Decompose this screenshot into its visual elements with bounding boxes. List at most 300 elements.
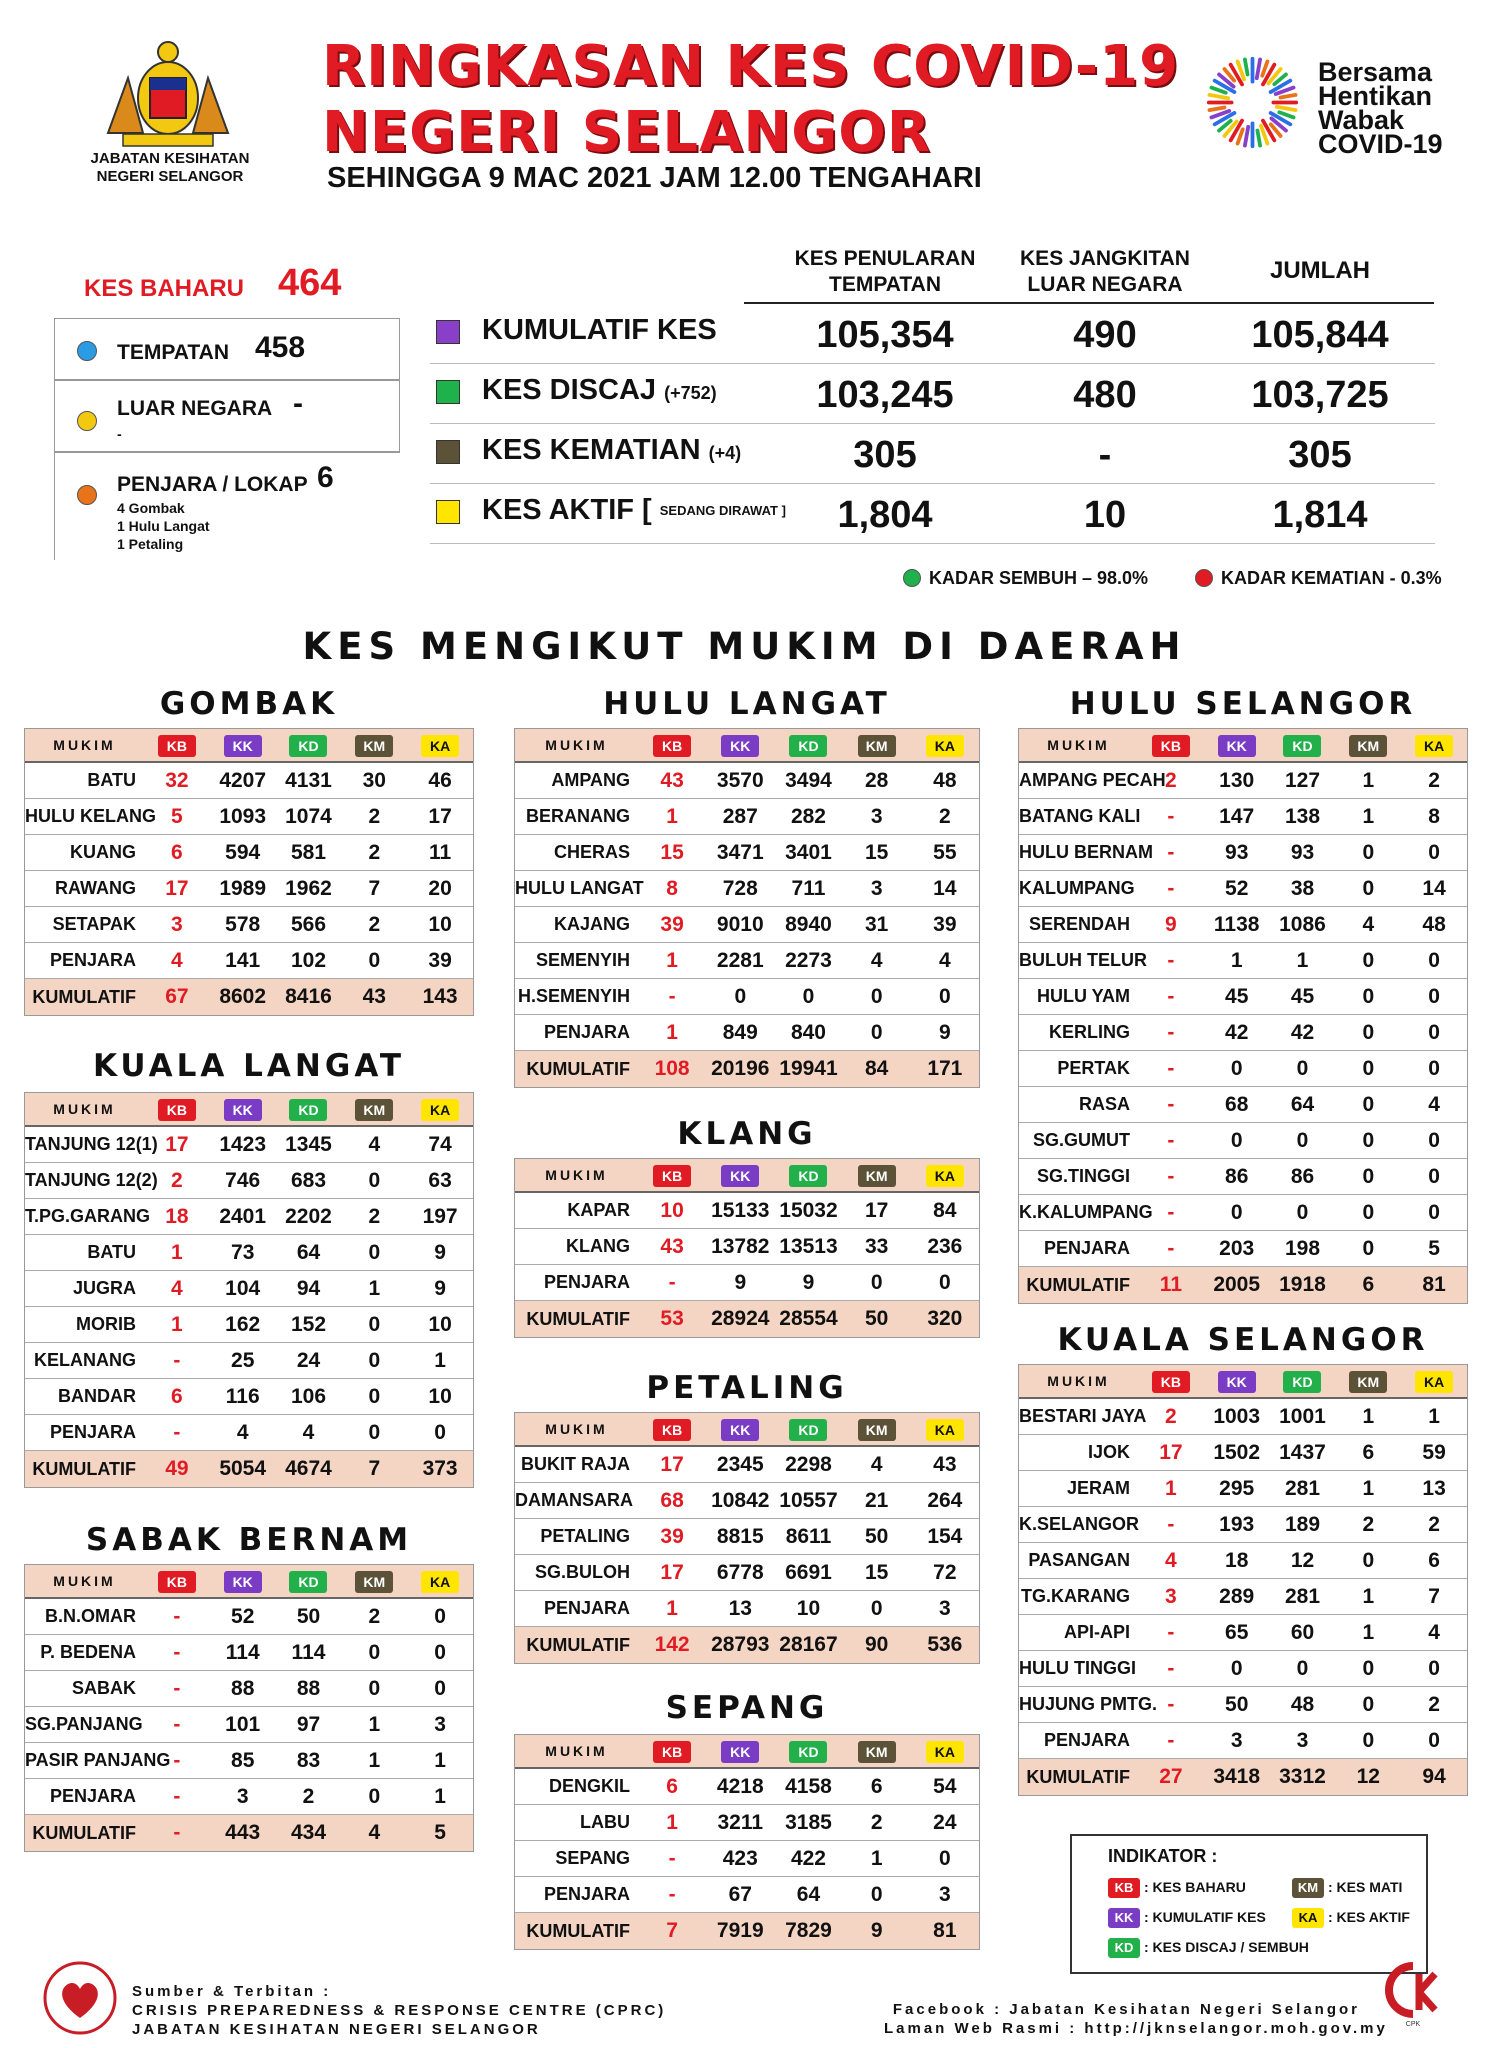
cell-ka: 10 bbox=[428, 912, 452, 936]
cell-ka: 0 bbox=[434, 1420, 446, 1444]
table-total-row bbox=[515, 1051, 979, 1087]
column-header-kd bbox=[774, 733, 842, 757]
mukim-name: PENJARA bbox=[49, 950, 136, 970]
table-row bbox=[1019, 943, 1467, 979]
cell-km: 2 bbox=[368, 1604, 381, 1628]
facebook-link[interactable]: Facebook : Jabatan Kesihatan Negeri Selangor bbox=[892, 2001, 1360, 2018]
table-row bbox=[515, 799, 979, 835]
mukim-name: BATU bbox=[87, 770, 136, 790]
cell-kb: - bbox=[1167, 1020, 1175, 1044]
cell-kd: 86 bbox=[1290, 1164, 1315, 1188]
cell-km: 7 bbox=[368, 876, 381, 900]
cell-kd: 64 bbox=[1290, 1092, 1315, 1116]
total-label: KUMULATIF bbox=[32, 1458, 136, 1479]
cell-ka: 0 bbox=[1428, 1056, 1440, 1080]
cell-kb: - bbox=[1167, 1164, 1175, 1188]
cell-ka: 0 bbox=[939, 984, 951, 1008]
summary-label-note: (+4) bbox=[708, 443, 742, 463]
col-header-imported-line1: KES JANGKITAN bbox=[1020, 247, 1190, 270]
cell-kd: 45 bbox=[1290, 984, 1315, 1008]
cell-kd: 102 bbox=[290, 948, 327, 972]
green-square-icon bbox=[436, 380, 460, 404]
cell-kk: 4218 bbox=[716, 1774, 764, 1798]
table-row bbox=[515, 1805, 979, 1841]
table-header-row bbox=[515, 1159, 979, 1193]
kk-chip: KK bbox=[721, 1419, 759, 1441]
column-header-kk bbox=[706, 1739, 774, 1763]
table-row bbox=[25, 1779, 473, 1815]
total-label: KUMULATIF bbox=[1026, 1766, 1130, 1787]
cell-km: 30 bbox=[362, 768, 386, 792]
mukim-name: P. BEDENA bbox=[40, 1642, 136, 1662]
cell-km: 2 bbox=[1362, 1512, 1375, 1536]
cell-km: 0 bbox=[368, 1312, 381, 1336]
cell-kb: 142 bbox=[654, 1633, 690, 1656]
death-rate bbox=[1195, 568, 1442, 589]
cell-ka: 5 bbox=[434, 1821, 446, 1844]
summary-row-active bbox=[430, 484, 1435, 544]
cell-kb: 1 bbox=[666, 1020, 678, 1044]
table-row bbox=[1019, 799, 1467, 835]
cell-ka: 320 bbox=[927, 1307, 963, 1330]
table-header-row bbox=[1019, 1365, 1467, 1399]
cell-kd: 2202 bbox=[285, 1204, 332, 1228]
cell-ka: 1 bbox=[434, 1748, 446, 1772]
table-row bbox=[25, 907, 473, 943]
cell-kb: 1 bbox=[666, 1596, 678, 1620]
col-header-imported bbox=[1000, 246, 1210, 298]
table-row bbox=[515, 979, 979, 1015]
cell-kk: 1 bbox=[1230, 948, 1243, 972]
table-row bbox=[1019, 1471, 1467, 1507]
legend-text: : KES MATI bbox=[1328, 1879, 1403, 1895]
col-header-total-line1: JUMLAH bbox=[1270, 257, 1370, 284]
burst-ray bbox=[1279, 112, 1293, 117]
table-row bbox=[515, 835, 979, 871]
cell-kd: 8416 bbox=[285, 985, 332, 1008]
cell-kk: 13782 bbox=[711, 1234, 770, 1258]
red-dot-icon bbox=[1195, 569, 1213, 587]
cell-kd: 8611 bbox=[785, 1524, 832, 1548]
cell-kd: 138 bbox=[1284, 804, 1321, 828]
kd-chip: KD bbox=[789, 1741, 827, 1763]
cell-ka: 0 bbox=[1428, 1656, 1440, 1680]
cell-kb: - bbox=[1167, 1128, 1175, 1152]
cell-km: 0 bbox=[368, 948, 381, 972]
cell-ka: 84 bbox=[933, 1198, 957, 1222]
table-row bbox=[1019, 1543, 1467, 1579]
district-title-klang: KLANG bbox=[677, 1116, 817, 1152]
column-header-km bbox=[843, 733, 911, 757]
cell-ka: 81 bbox=[933, 1919, 957, 1942]
kk-chip: KK bbox=[721, 735, 759, 757]
table-row bbox=[515, 1877, 979, 1913]
cell-kd: 281 bbox=[1284, 1476, 1321, 1500]
table-total-row bbox=[515, 1913, 979, 1949]
cell-kk: 101 bbox=[225, 1712, 261, 1736]
legend-text: : KES AKTIF bbox=[1328, 1909, 1410, 1925]
cell-kk: 578 bbox=[225, 912, 261, 936]
cell-km: 1 bbox=[368, 1276, 381, 1300]
cell-km: 0 bbox=[368, 1676, 381, 1700]
source-line3: JABATAN KESIHATAN NEGERI SELANGOR bbox=[132, 2021, 541, 2038]
table-total-row bbox=[25, 1815, 473, 1851]
cell-km: 0 bbox=[368, 1640, 381, 1664]
table-row bbox=[25, 1235, 473, 1271]
cell-kb: - bbox=[1167, 948, 1175, 972]
cell-ka: 20 bbox=[428, 876, 452, 900]
cell-ka: 39 bbox=[933, 912, 957, 936]
cell-kb: - bbox=[1167, 1728, 1175, 1752]
cell-kk: 65 bbox=[1225, 1620, 1249, 1644]
cell-kk: 116 bbox=[225, 1384, 260, 1408]
column-header-kb bbox=[638, 733, 706, 757]
cell-km: 50 bbox=[864, 1307, 889, 1330]
cell-kk: 50 bbox=[1225, 1692, 1249, 1716]
cell-kb: 6 bbox=[171, 1384, 183, 1408]
cell-km: 1 bbox=[1362, 1584, 1375, 1608]
cell-km: 21 bbox=[864, 1488, 889, 1512]
cell-kk: 0 bbox=[1230, 1128, 1243, 1152]
cell-kk: 746 bbox=[225, 1168, 261, 1192]
cell-ka: 94 bbox=[1422, 1765, 1446, 1788]
summary-value-local: 103,245 bbox=[816, 374, 954, 416]
cell-kb: 67 bbox=[165, 985, 189, 1008]
col-header-local bbox=[770, 246, 1000, 298]
column-header-ka bbox=[911, 1739, 979, 1763]
table-row bbox=[25, 1599, 473, 1635]
cell-kd: 3494 bbox=[785, 768, 832, 792]
kd-chip: KD bbox=[789, 1419, 827, 1441]
table-row bbox=[1019, 1159, 1467, 1195]
mukim-name: JUGRA bbox=[72, 1278, 136, 1298]
table-header-row bbox=[515, 1413, 979, 1447]
orange-dot-icon bbox=[77, 485, 97, 505]
kb-chip: KB bbox=[1108, 1878, 1140, 1898]
table-row bbox=[1019, 1015, 1467, 1051]
cell-kk: 15133 bbox=[711, 1198, 770, 1222]
col-header-imported-line2: LUAR NEGARA bbox=[1027, 273, 1183, 296]
district-title-kuala-selangor: KUALA SELANGOR bbox=[1057, 1322, 1429, 1358]
cell-ka: 0 bbox=[1428, 948, 1440, 972]
cell-ka: 0 bbox=[434, 1676, 446, 1700]
column-header-kb bbox=[638, 1163, 706, 1187]
mukim-name: SERENDAH bbox=[1028, 914, 1130, 934]
table-total-row bbox=[25, 1451, 473, 1487]
mukim-name: RASA bbox=[1078, 1094, 1130, 1114]
mukim-name: K.KALUMPANG bbox=[1019, 1202, 1153, 1222]
campaign-burst-logo bbox=[1205, 55, 1300, 150]
mukim-name: API-API bbox=[1063, 1622, 1130, 1642]
cell-kd: 3 bbox=[1296, 1728, 1309, 1752]
blue-dot-icon bbox=[77, 341, 97, 361]
table-row bbox=[1019, 1195, 1467, 1231]
cell-kb: 8 bbox=[666, 876, 678, 900]
cell-kb: 1 bbox=[666, 948, 678, 972]
column-header-km bbox=[843, 1739, 911, 1763]
table-row bbox=[515, 1591, 979, 1627]
district-table-gombak bbox=[24, 728, 474, 1016]
cell-km: 4 bbox=[368, 1132, 381, 1156]
mukim-name: KALUMPANG bbox=[1019, 878, 1135, 898]
cell-km: 2 bbox=[368, 912, 381, 936]
district-title-hulu-langat: HULU LANGAT bbox=[603, 686, 891, 722]
cell-ka: 55 bbox=[933, 840, 957, 864]
cell-kk: 4207 bbox=[219, 768, 267, 792]
table-row bbox=[25, 1743, 473, 1779]
cell-kd: 48 bbox=[1290, 1692, 1315, 1716]
kd-chip: KD bbox=[289, 1099, 327, 1121]
cell-km: 6 bbox=[1362, 1440, 1375, 1464]
cell-ka: 3 bbox=[939, 1596, 951, 1620]
cell-kb: 43 bbox=[660, 768, 684, 792]
cell-km: 1 bbox=[1362, 804, 1375, 828]
report-date-subtitle: SEHINGGA 9 MAC 2021 JAM 12.00 TENGAHARI bbox=[327, 162, 982, 194]
cell-ka: 5 bbox=[1428, 1236, 1440, 1260]
cell-kk: 3 bbox=[1230, 1728, 1243, 1752]
kd-chip: KD bbox=[289, 1571, 327, 1593]
cell-ka: 0 bbox=[434, 1604, 446, 1628]
table-header-row bbox=[1019, 729, 1467, 763]
cell-kb: - bbox=[173, 1784, 181, 1808]
yellow-dot-icon bbox=[77, 411, 97, 431]
table-row bbox=[515, 943, 979, 979]
recovery-rate bbox=[903, 568, 1148, 589]
cell-kk: 0 bbox=[1230, 1056, 1243, 1080]
cell-km: 4 bbox=[870, 948, 883, 972]
cell-km: 0 bbox=[368, 1784, 381, 1808]
recovery-rate-text: KADAR SEMBUH – 98.0% bbox=[929, 568, 1149, 588]
cell-kb: - bbox=[1167, 1656, 1175, 1680]
imported-cases-box bbox=[54, 380, 400, 452]
km-chip: KM bbox=[1292, 1878, 1324, 1898]
column-header-km bbox=[341, 733, 407, 757]
cell-ka: 48 bbox=[933, 768, 957, 792]
website-link[interactable]: Laman Web Rasmi : http://jknselangor.moh.gov.my bbox=[884, 2020, 1388, 2037]
purple-square-icon bbox=[436, 320, 460, 344]
summary-label-text: KES AKTIF [ bbox=[482, 494, 652, 526]
cell-kb: 49 bbox=[165, 1457, 189, 1480]
km-chip: KM bbox=[858, 735, 896, 757]
cell-km: 0 bbox=[1362, 1200, 1375, 1224]
column-header-kb bbox=[638, 1739, 706, 1763]
cell-ka: 6 bbox=[1428, 1548, 1440, 1572]
summary-row-discharged bbox=[430, 364, 1435, 424]
cell-kk: 287 bbox=[722, 804, 758, 828]
cell-km: 0 bbox=[1362, 1056, 1375, 1080]
km-chip: KM bbox=[858, 1741, 896, 1763]
kb-chip: KB bbox=[653, 735, 691, 757]
cell-kd: 4158 bbox=[785, 1774, 832, 1798]
column-header-kd bbox=[276, 1569, 342, 1593]
table-header-row bbox=[515, 729, 979, 763]
mukim-name: T.PG.GARANG bbox=[25, 1206, 151, 1226]
table-row bbox=[25, 1379, 473, 1415]
cell-km: 43 bbox=[362, 985, 386, 1008]
cell-kb: - bbox=[173, 1676, 181, 1700]
total-label: KUMULATIF bbox=[526, 1308, 630, 1329]
km-chip: KM bbox=[355, 735, 393, 757]
district-title-petaling: PETALING bbox=[646, 1370, 848, 1406]
cell-km: 0 bbox=[1362, 1236, 1375, 1260]
cell-km: 0 bbox=[368, 1348, 381, 1372]
cell-ka: 2 bbox=[1428, 1692, 1440, 1716]
cell-kb: 4 bbox=[171, 948, 183, 972]
cell-kk: 1502 bbox=[1213, 1440, 1261, 1464]
col-header-local-line2: TEMPATAN bbox=[829, 273, 941, 296]
cell-kd: 152 bbox=[290, 1312, 327, 1336]
table-row bbox=[1019, 1231, 1467, 1267]
prison-cases-box bbox=[54, 452, 400, 560]
cell-km: 0 bbox=[870, 984, 883, 1008]
cell-kk: 2401 bbox=[219, 1204, 267, 1228]
cell-kk: 67 bbox=[728, 1882, 752, 1906]
column-header-km bbox=[843, 1417, 911, 1441]
column-header-kd bbox=[1270, 1369, 1336, 1393]
cell-km: 0 bbox=[1362, 876, 1375, 900]
cell-kd: 189 bbox=[1284, 1512, 1321, 1536]
column-header-kb bbox=[144, 1097, 210, 1121]
district-table-sabak-bernam bbox=[24, 1564, 474, 1852]
cell-kb: 3 bbox=[171, 912, 183, 936]
kk-chip: KK bbox=[721, 1165, 759, 1187]
mukim-name: PENJARA bbox=[49, 1786, 136, 1806]
cell-kk: 52 bbox=[1225, 876, 1249, 900]
mukim-name: HULU YAM bbox=[1036, 986, 1130, 1006]
cell-km: 0 bbox=[368, 1240, 381, 1264]
column-header-kd bbox=[774, 1417, 842, 1441]
km-chip: KM bbox=[355, 1571, 393, 1593]
column-header-km bbox=[843, 1163, 911, 1187]
cell-kk: 0 bbox=[1230, 1200, 1243, 1224]
cell-kk: 114 bbox=[225, 1640, 260, 1664]
burst-ray bbox=[1238, 129, 1243, 143]
cell-kd: 114 bbox=[291, 1640, 326, 1664]
cell-ka: 0 bbox=[939, 1846, 951, 1870]
kb-chip: KB bbox=[653, 1741, 691, 1763]
table-row bbox=[25, 943, 473, 979]
column-header-kb bbox=[144, 1569, 210, 1593]
table-row bbox=[1019, 1051, 1467, 1087]
column-header-kb bbox=[1138, 733, 1204, 757]
cell-ka: 0 bbox=[939, 1270, 951, 1294]
cell-kb: 5 bbox=[171, 804, 183, 828]
kb-chip: KB bbox=[158, 1099, 196, 1121]
table-total-row bbox=[515, 1627, 979, 1663]
cell-kd: 711 bbox=[791, 876, 826, 900]
summary-value-total: 1,814 bbox=[1272, 494, 1368, 536]
cell-kb: - bbox=[173, 1821, 181, 1844]
cell-kb: 2 bbox=[1165, 768, 1177, 792]
kb-chip: KB bbox=[653, 1165, 691, 1187]
cell-kb: - bbox=[1167, 804, 1175, 828]
column-header-km bbox=[341, 1569, 407, 1593]
cell-kd: 0 bbox=[1296, 1128, 1309, 1152]
cell-ka: 72 bbox=[933, 1560, 957, 1584]
ka-chip: KA bbox=[926, 735, 964, 757]
cell-kk: 52 bbox=[231, 1604, 255, 1628]
kb-chip: KB bbox=[1152, 735, 1190, 757]
summary-value-local: 1,804 bbox=[837, 494, 933, 536]
cell-kk: 728 bbox=[722, 876, 758, 900]
column-header-kk bbox=[1204, 733, 1270, 757]
cell-kk: 1138 bbox=[1213, 912, 1260, 936]
table-row bbox=[25, 1163, 473, 1199]
table-row bbox=[1019, 1123, 1467, 1159]
cell-kd: 281 bbox=[1284, 1584, 1321, 1608]
summary-value-total: 105,844 bbox=[1251, 314, 1389, 356]
kd-chip: KD bbox=[1283, 735, 1321, 757]
column-header-kk bbox=[1204, 1369, 1270, 1393]
cell-ka: 10 bbox=[428, 1384, 452, 1408]
table-row bbox=[515, 1555, 979, 1591]
mukim-name: DENGKIL bbox=[549, 1776, 630, 1796]
table-row bbox=[25, 1127, 473, 1163]
cell-kb: 2 bbox=[171, 1168, 183, 1192]
cell-km: 1 bbox=[1362, 768, 1375, 792]
table-row bbox=[25, 799, 473, 835]
summary-row-label bbox=[482, 374, 717, 407]
cell-km: 3 bbox=[870, 804, 883, 828]
cell-kd: 7829 bbox=[785, 1919, 832, 1942]
cell-kd: 50 bbox=[296, 1604, 321, 1628]
cell-kb: - bbox=[173, 1348, 181, 1372]
cell-kd: 0 bbox=[1296, 1200, 1309, 1224]
cell-kb: 1 bbox=[171, 1240, 183, 1264]
legend-item-kb bbox=[1108, 1878, 1246, 1898]
cell-kk: 1423 bbox=[219, 1132, 267, 1156]
cell-kb: 39 bbox=[660, 1524, 684, 1548]
kd-chip: KD bbox=[289, 735, 327, 757]
ka-chip: KA bbox=[926, 1419, 964, 1441]
table-row bbox=[25, 871, 473, 907]
summary-value-imported: - bbox=[1098, 434, 1112, 476]
mukim-name: SG.TINGGI bbox=[1036, 1166, 1130, 1186]
district-title-kuala-langat: KUALA LANGAT bbox=[92, 1048, 406, 1084]
kd-chip: KD bbox=[789, 735, 827, 757]
table-header-row bbox=[25, 1093, 473, 1127]
cell-ka: 4 bbox=[939, 948, 951, 972]
section-title: KES MENGIKUT MUKIM DI DAERAH bbox=[302, 625, 1187, 668]
cell-kd: 282 bbox=[790, 804, 826, 828]
cell-km: 1 bbox=[1362, 1620, 1375, 1644]
summary-value-local: 105,354 bbox=[816, 314, 954, 356]
cell-kb: - bbox=[173, 1420, 181, 1444]
cell-kk: 141 bbox=[225, 948, 261, 972]
contact-info bbox=[884, 2000, 1388, 2038]
mukim-name: BATU bbox=[87, 1242, 136, 1262]
mukim-name: BANDAR bbox=[58, 1386, 136, 1406]
cell-ka: 0 bbox=[1428, 1128, 1440, 1152]
ka-chip: KA bbox=[421, 735, 459, 757]
cell-kk: 28924 bbox=[711, 1307, 770, 1330]
table-header-row bbox=[25, 729, 473, 763]
cpk-logo bbox=[1383, 1960, 1443, 2030]
campaign-slogan bbox=[1318, 57, 1443, 159]
cell-km: 6 bbox=[870, 1774, 883, 1798]
column-header-kk bbox=[210, 1097, 276, 1121]
legend-item-ka bbox=[1292, 1908, 1410, 1928]
mukim-name: JERAM bbox=[1066, 1478, 1130, 1498]
cell-ka: 171 bbox=[927, 1057, 963, 1080]
column-header-ka bbox=[407, 1569, 473, 1593]
cell-km: 33 bbox=[864, 1234, 889, 1258]
column-header-kd bbox=[276, 733, 342, 757]
mukim-name: HULU BERNAM bbox=[1019, 842, 1153, 862]
cell-kb: 1 bbox=[666, 804, 678, 828]
prison-sub-item: 1 Hulu Langat bbox=[117, 518, 210, 534]
kk-chip: KK bbox=[1218, 1371, 1256, 1393]
